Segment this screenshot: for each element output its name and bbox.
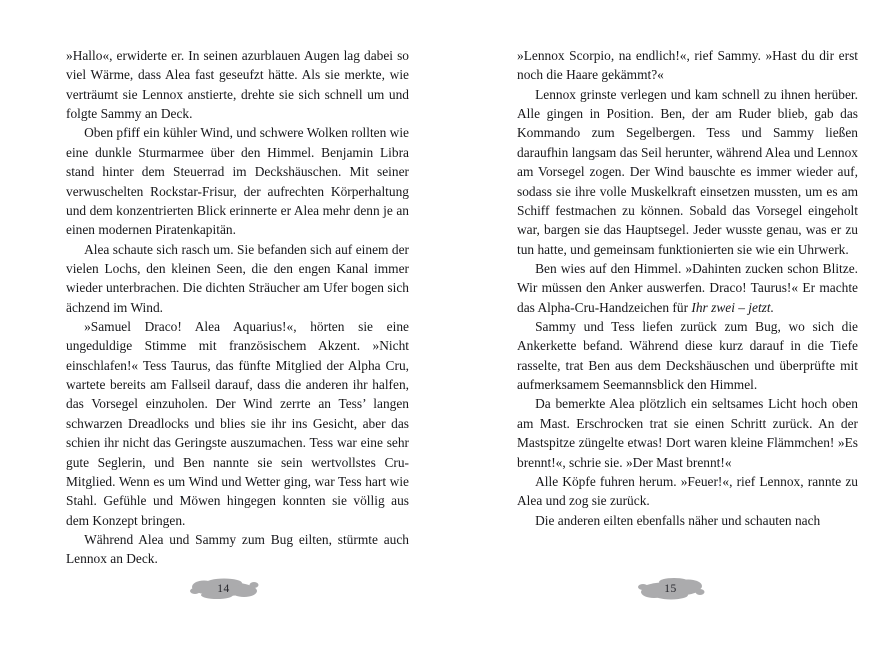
- paragraph: Alea schaute sich rasch um. Sie befanden sich auf einem der vielen Lochs, den kleinen Seen, die den engen Kanal immer wieder unterbrachen. Die dichten Sträucher am Ufer bogen sich ächzend im Wind.: [66, 241, 409, 315]
- right-page: [447, 0, 894, 648]
- paragraph: »Hallo«, erwiderte er. In seinen azurblauen Augen lag dabei so viel Wärme, dass Alea fast geseufzt hätte. Als sie merkte, wie verträumt sie Lennox anstierte, drehte sie sich schnell um und folgte Sammy an Deck.: [66, 48, 409, 122]
- left-page-folio: [0, 574, 447, 604]
- paragraph: Während Alea und Sammy zum Bug eilten, stürmte auch Lennox an Deck.: [66, 531, 409, 567]
- page-number: 14: [217, 583, 230, 595]
- paragraph: Sammy und Tess liefen zurück zum Bug, wo sich die Ankerkette befand. Während diese kurz darauf in die Tiefe rasselte, trat Ben aus dem Deckshäuschen und überprüfte mit aufmerksamem Seemannsblick den Himmel.: [517, 319, 858, 393]
- right-page-folio: [447, 574, 894, 604]
- left-page-body: [66, 46, 409, 569]
- paragraph: Da bemerkte Alea plötzlich ein seltsames Licht hoch oben am Mast. Erschrocken trat sie einen Schritt zurück. An der Mastspitze züngelte etwas! Dort waren kleine Flämmchen! »Es brennt!«, schrie sie. »Der Mast brennt!«: [517, 396, 858, 470]
- paragraph: Lennox grinste verlegen und kam schnell zu ihnen herüber. Alle gingen in Position. Ben, der am Ruder blieb, gab das Kommando zum Segelbergen. Tess und Sammy ließen daraufhin langsam das Seil herunter, während Alea und Lennox am Vorsegel zogen. Der Wind bauschte es immer wieder auf, sodass sie ihre volle Muskelkraft einsetzen mussten, um es am Schiff festmachen zu können. Sobald das Vorsegel eingeholt war, bargen sie das Hauptsegel. Jeder wusste genau, was er zu tun hatte, und gemeinsam funktionierten sie wie ein Uhrwerk.: [517, 86, 858, 257]
- paragraph: Die anderen eilten ebenfalls näher und schauten nach: [535, 512, 821, 528]
- right-page-body: [517, 46, 858, 530]
- paragraph: »Lennox Scorpio, na endlich!«, rief Sammy. »Hast du dir erst noch die Haare gekämmt?«: [517, 48, 858, 83]
- paragraph-with-italic: [517, 259, 858, 317]
- page-number: 15: [664, 583, 677, 595]
- paragraph: Alle Köpfe fuhren herum. »Feuer!«, rief Lennox, rannte zu Alea und zog sie zurück.: [517, 473, 858, 509]
- left-page: [0, 0, 447, 648]
- paragraph-text: Ben wies auf den Himmel. »Dahinten zucken schon Blitze. Wir müssen den Anker auswerfen. Draco! Taurus!« Er machte das Alpha-Cru-Handzeichen für: [517, 260, 858, 315]
- italic-phrase: Ihr zwei – jetzt.: [691, 299, 774, 315]
- paragraph: Oben pfiff ein kühler Wind, und schwere Wolken rollten wie eine dunkle Sturmarmee über den Himmel. Benjamin Libra stand hinter dem Steuerrad im Deckshäuschen. Mit seiner verwuschelten Rockstar-Frisur, der aufrechten Körperhaltung und dem konzentrierten Blick erinnerte er Alea mehr denn je an einen modernen Piratenkapitän.: [66, 125, 409, 238]
- paragraph: »Samuel Draco! Alea Aquarius!«, hörten sie eine ungeduldige Stimme mit französischem Akzent. »Nicht einschlafen!« Tess Taurus, das fünfte Mitglied der Alpha Cru, wartete bereits am Fallseil darauf, dass die anderen ihr halfen, das Vorsegel einzuholen. Der Wind zerrte an Tess’ langen schwarzen Dreadlocks und blies sie ihr ins Gesicht, aber das schien ihr nicht das Geringste auszumachen. Tess war eine sehr gute Seglerin, und Ben nannte sie sein wertvollstes Cru-Mitglied. Wenn es um Wind und Wetter ging, war Tess hart wie Stahl. Gefühle und Möwen hingegen konnten sie völlig aus dem Konzept bringen.: [66, 319, 409, 528]
